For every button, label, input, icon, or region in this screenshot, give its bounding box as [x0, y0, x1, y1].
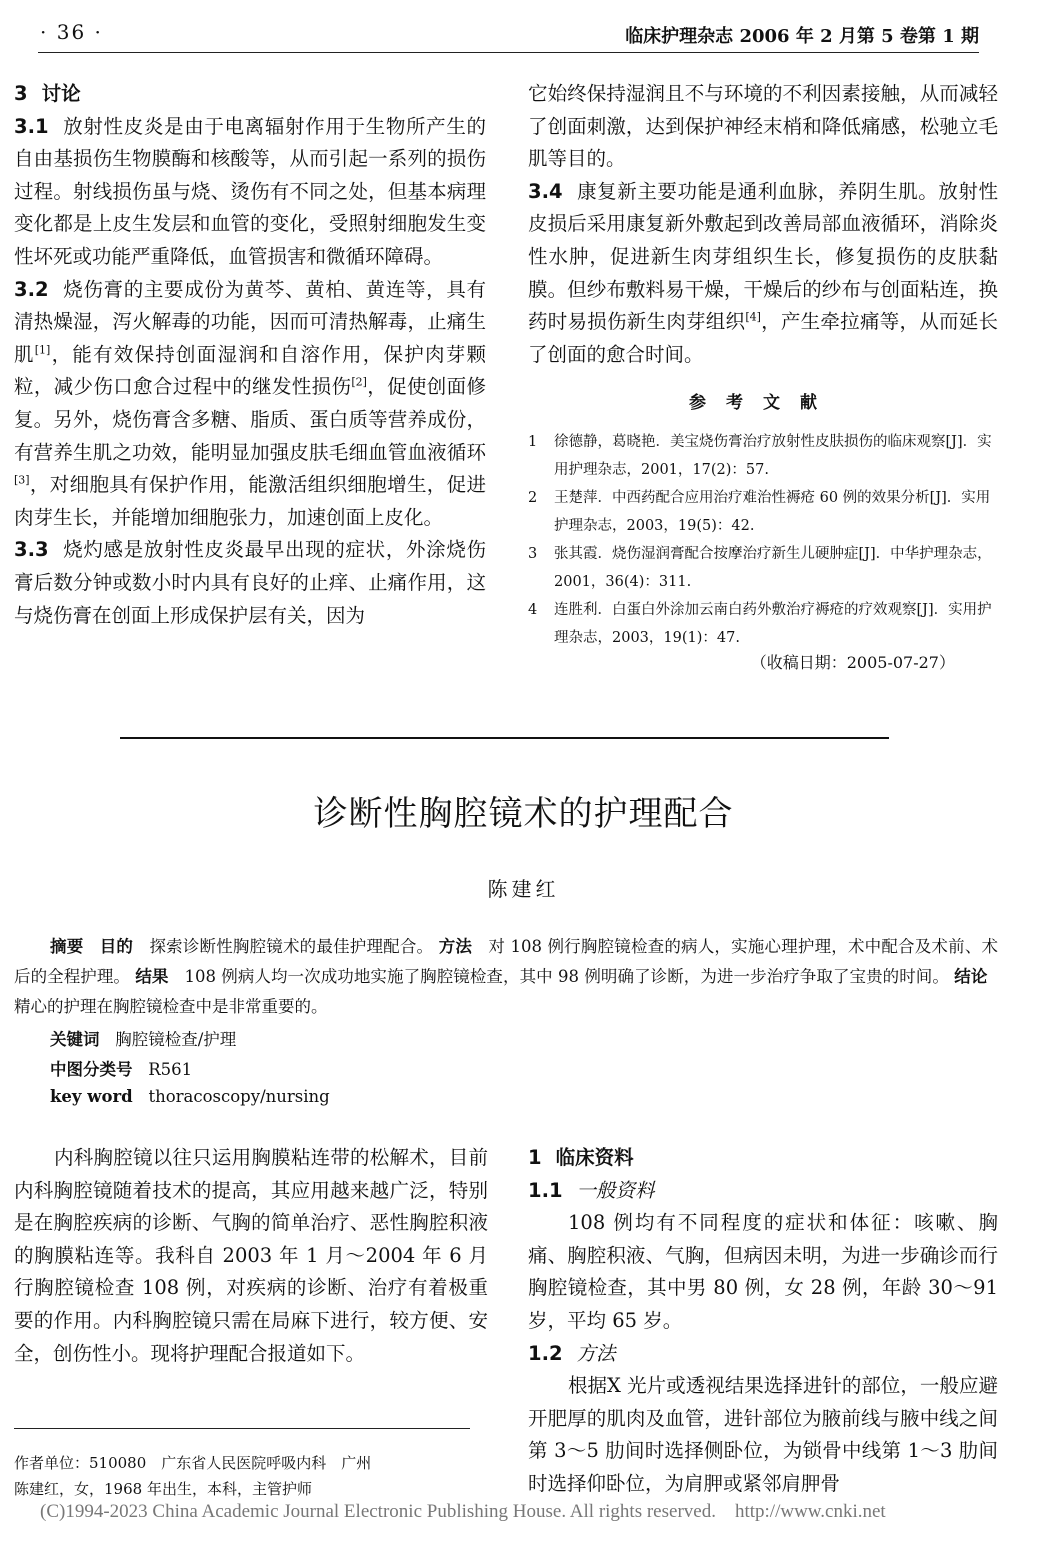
conclusion-label: 结论 — [954, 967, 988, 986]
section-1-2-text: 根据X 光片或透视结果选择进针的部位，一般应避开肥厚的肌肉及血管，进针部位为腋前线与腋中线之间第 3～5 肋间时选择侧卧位，为锁骨中线第 1～3 肋间时选择仰卧位，为肩胛或紧邻肩胛骨 — [528, 1374, 998, 1495]
method-label: 方法 — [438, 937, 473, 956]
english-keywords-line: key word thoracoscopy/nursing — [50, 1087, 330, 1106]
objective-label: 目的 — [99, 937, 134, 956]
section-1-2-heading: 1.2 方法 — [528, 1341, 616, 1365]
clc-line: 中图分类号 R561 — [50, 1060, 193, 1079]
received-date: （收稿日期：2005-07-27） — [750, 653, 955, 672]
article-author: 陈建红 — [487, 877, 560, 901]
intro-paragraph: 内科胸腔镜以往只运用胸膜粘连带的松解术，目前内科胸腔镜随着技术的提高，其应用越来越广泛，特别是在胸腔疾病的诊断、气胸的简单治疗、恶性胸腔积液的胸膜粘连等。我科自 2003 年 1 月～2004 年 6 月行胸腔镜检查 108 例，对疾病的诊断、治疗有着极重要的作用。内科胸腔镜只需在局麻下进行，较方便、安全，创伤性小。现将护理配合报道如下。 — [14, 1146, 488, 1365]
discussion-heading: 3 讨论 — [14, 82, 81, 105]
section-1-heading: 1 临床资料 — [528, 1146, 634, 1169]
author-bio: 陈建红，女，1968 年出生，本科，主管护师 — [14, 1480, 312, 1498]
reference-item: 3 张其霞．烧伤湿润膏配合按摩治疗新生儿硬肿症[J]．中华护理杂志，2001，36(4)：311. — [528, 546, 992, 590]
intro-column — [14, 1142, 488, 1370]
section-1-1-text: 108 例均有不同程度的症状和体征：咳嗽、胸痛、胸腔积液、气胸，但病因未明，为进一步确诊而行胸腔镜检查，其中男 80 例，女 28 例，年龄 30～91 岁，平均 65 岁。 — [528, 1211, 998, 1332]
journal-header: 临床护理杂志 2006 年 2 月第 5 卷第 1 期 — [625, 26, 979, 47]
references-list — [528, 428, 998, 652]
author-affiliation: 作者单位：510080 广东省人民医院呼吸内科 广州 — [14, 1454, 372, 1472]
discussion-left-column — [14, 78, 486, 632]
discussion-para-3-2: 3.2 烧伤膏的主要成份为黄芩、黄柏、黄连等，具有清热燥湿，泻火解毒的功能，因而可清热解毒，止痛生肌[1]，能有效保持创面湿润和自溶作用，保护肉芽颗粒，减少伤口愈合过程中的继发性损伤[2]，促使创面修复。另外，烧伤膏含多糖、脂质、蛋白质等营养成份，有营养生肌之功效，能明显加强皮肤毛细血管血液循环[3]，对细胞具有保护作用，能激活组织细胞增生，促进肉芽生长，并能增加细胞张力，加速创面上皮化。 — [14, 277, 486, 529]
discussion-para-3-3: 3.3 烧灼感是放射性皮炎最早出现的症状，外涂烧伤膏后数分钟或数小时内具有良好的止痒、止痛作用，这与烧伤膏在创面上形成保护层有关，因为 — [14, 538, 486, 627]
keywords-line: 关键词 胸腔镜检查/护理 — [50, 1030, 237, 1049]
abstract-label: 摘要 — [50, 937, 84, 956]
footnote-rule — [14, 1428, 470, 1429]
discussion-para-3-1: 3.1 放射性皮炎是由于电离辐射作用于生物所产生的自由基损伤生物膜酶和核酸等，从而引起一系列的损伤过程。射线损伤虽与烧、烫伤有不同之处，但基本病理变化都是上皮生发层和血管的变化，受照射细胞发生变性坏死或功能严重降低，血管损害和微循环障碍。 — [14, 114, 486, 268]
section-1-1-heading: 1.1 一般资料 — [528, 1178, 655, 1202]
article-divider — [120, 737, 889, 739]
copyright-watermark: (C)1994-2023 China Academic Journal Electronic Publishing House. All rights reserved. http://www.cnki.net — [40, 1501, 886, 1522]
result-text: 108 例病人均一次成功地实施了胸腔镜检查，其中 98 例明确了诊断，为进一步治疗争取了宝贵的时间。 — [184, 967, 949, 986]
article-title: 诊断性胸腔镜术的护理配合 — [313, 794, 734, 834]
reference-item: 1 徐德静，葛晓艳．美宝烧伤膏治疗放射性皮肤损伤的临床观察[J]．实用护理杂志，2001，17(2)：57. — [528, 434, 992, 478]
abstract — [14, 932, 998, 1022]
conclusion-text: 精心的护理在胸腔镜检查中是非常重要的。 — [14, 997, 328, 1016]
reference-item: 2 王楚萍．中西药配合应用治疗难治性褥疮 60 例的效果分析[J]．实用护理杂志，2003，19(5)：42. — [528, 490, 991, 534]
header-rule — [38, 52, 979, 53]
discussion-para-3-4: 3.4 康复新主要功能是通利血脉，养阴生肌。放射性皮损后采用康复新外敷起到改善局部血液循环，消除炎性水肿，促进新生肉芽组织生长，修复损伤的皮肤黏膜。但纱布敷料易干燥，干燥后的纱布与创面粘连，换药时易损伤新生肉芽组织[4]，产生牵拉痛等，从而延长了创面的愈合时间。 — [528, 179, 998, 366]
references-title: 参考文献 — [689, 393, 837, 413]
objective-text: 探索诊断性胸腔镜术的最佳护理配合。 — [149, 937, 434, 956]
method-text: 对 108 例行胸腔镜检查的病人，实施心理护理，术中配合及术前、术后的全程护理。 — [14, 937, 999, 986]
discussion-right-column — [528, 78, 998, 371]
clinical-data-column — [528, 1142, 998, 1501]
page-number: · 36 · — [40, 20, 103, 44]
discussion-para-3-3-cont: 它始终保持湿润且不与环境的不利因素接触，从而减轻了创面刺激，达到保护神经末梢和降低痛感，松驰立毛肌等目的。 — [528, 82, 998, 171]
reference-item: 4 连胜利．白蛋白外涂加云南白药外敷治疗褥疮的疗效观察[J]．实用护理杂志，2003，19(1)：47. — [528, 602, 992, 646]
result-label: 结果 — [135, 967, 169, 986]
